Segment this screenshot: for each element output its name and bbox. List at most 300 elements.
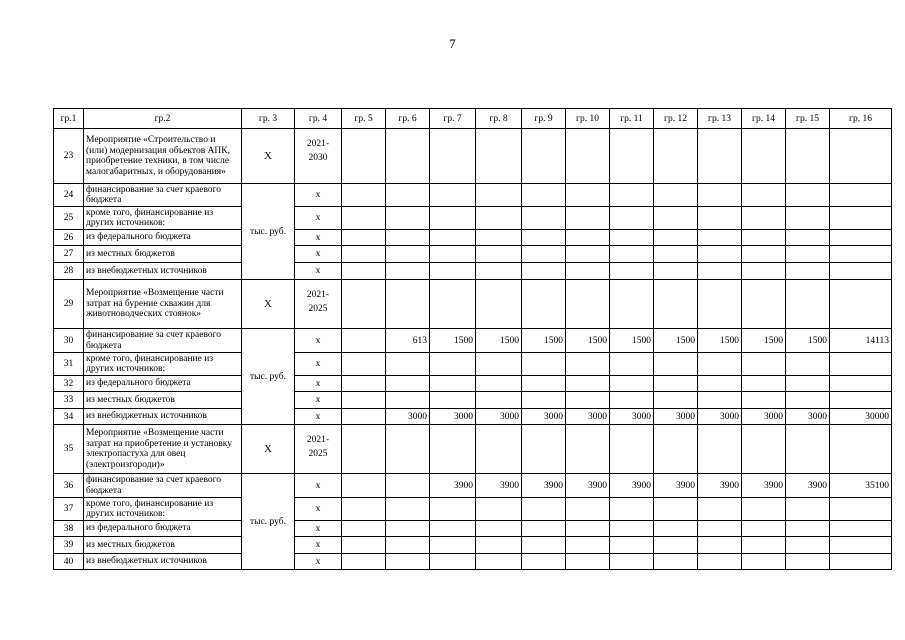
column-3-marker: Х xyxy=(242,425,295,474)
row-number: 24 xyxy=(54,184,84,207)
row-description: кроме того, финансирование из других источников: xyxy=(84,498,242,521)
value-cell: 3900 xyxy=(698,474,742,498)
value-cell xyxy=(476,246,522,263)
value-cell: 1500 xyxy=(430,329,476,353)
column-header: гр. 15 xyxy=(786,109,830,129)
value-cell xyxy=(742,353,786,376)
value-cell xyxy=(610,246,654,263)
value-cell xyxy=(342,280,386,329)
value-cell xyxy=(566,280,610,329)
value-cell xyxy=(342,409,386,425)
value-cell xyxy=(566,207,610,230)
value-cell xyxy=(698,392,742,409)
value-cell xyxy=(742,425,786,474)
row-number: 34 xyxy=(54,409,84,425)
value-cell xyxy=(430,246,476,263)
value-cell xyxy=(522,498,566,521)
table-row xyxy=(54,184,892,207)
row-number: 30 xyxy=(54,329,84,353)
value-cell xyxy=(654,537,698,554)
value-cell xyxy=(386,129,430,184)
row-number: 36 xyxy=(54,474,84,498)
value-cell xyxy=(830,537,892,554)
value-cell xyxy=(342,230,386,246)
column-3-marker: Х xyxy=(242,280,295,329)
value-cell xyxy=(342,498,386,521)
value-cell xyxy=(430,376,476,392)
table-row xyxy=(54,537,892,554)
row-description: из федерального бюджета xyxy=(84,230,242,246)
value-cell xyxy=(386,425,430,474)
value-cell xyxy=(830,246,892,263)
value-cell xyxy=(830,392,892,409)
value-cell: 1500 xyxy=(786,329,830,353)
value-cell xyxy=(342,554,386,570)
value-cell xyxy=(476,537,522,554)
value-cell xyxy=(698,263,742,280)
value-cell xyxy=(742,521,786,537)
value-cell: 3000 xyxy=(610,409,654,425)
value-cell xyxy=(342,207,386,230)
table-header-row xyxy=(54,109,892,129)
row-description: кроме того, финансирование из других источников: xyxy=(84,353,242,376)
value-cell xyxy=(522,537,566,554)
value-cell: 30000 xyxy=(830,409,892,425)
value-cell: 3900 xyxy=(566,474,610,498)
column-header: гр. 10 xyxy=(566,109,610,129)
row-number: 37 xyxy=(54,498,84,521)
period-cell: х xyxy=(295,207,342,230)
table-row xyxy=(54,425,892,474)
value-cell xyxy=(430,537,476,554)
row-description: из федерального бюджета xyxy=(84,521,242,537)
row-description: из местных бюджетов xyxy=(84,537,242,554)
value-cell xyxy=(476,184,522,207)
value-cell xyxy=(786,554,830,570)
value-cell xyxy=(342,521,386,537)
column-header: гр. 8 xyxy=(476,109,522,129)
value-cell xyxy=(430,230,476,246)
value-cell xyxy=(430,263,476,280)
value-cell xyxy=(430,207,476,230)
value-cell xyxy=(476,230,522,246)
value-cell xyxy=(786,425,830,474)
value-cell xyxy=(342,537,386,554)
value-cell xyxy=(610,184,654,207)
value-cell xyxy=(386,554,430,570)
value-cell xyxy=(654,207,698,230)
unit-label: тыс. руб. xyxy=(242,184,295,280)
period-cell: х xyxy=(295,246,342,263)
value-cell xyxy=(430,498,476,521)
value-cell xyxy=(654,498,698,521)
table-row xyxy=(54,329,892,353)
value-cell xyxy=(342,425,386,474)
value-cell xyxy=(610,207,654,230)
value-cell: 3000 xyxy=(430,409,476,425)
value-cell xyxy=(786,537,830,554)
value-cell xyxy=(830,498,892,521)
table-row xyxy=(54,521,892,537)
column-header: гр. 13 xyxy=(698,109,742,129)
value-cell xyxy=(522,376,566,392)
value-cell xyxy=(698,353,742,376)
value-cell xyxy=(476,353,522,376)
row-number: 40 xyxy=(54,554,84,570)
table-row xyxy=(54,498,892,521)
column-header: гр. 6 xyxy=(386,109,430,129)
value-cell xyxy=(610,129,654,184)
period-cell: х xyxy=(295,521,342,537)
value-cell: 3900 xyxy=(786,474,830,498)
period-cell: х xyxy=(295,329,342,353)
table-row xyxy=(54,280,892,329)
period-cell: х xyxy=(295,263,342,280)
row-number: 33 xyxy=(54,392,84,409)
value-cell: 3000 xyxy=(476,409,522,425)
value-cell xyxy=(566,376,610,392)
period-cell: х xyxy=(295,537,342,554)
value-cell: 1500 xyxy=(742,329,786,353)
value-cell xyxy=(476,498,522,521)
value-cell xyxy=(830,207,892,230)
value-cell xyxy=(654,554,698,570)
value-cell xyxy=(830,184,892,207)
value-cell: 3000 xyxy=(566,409,610,425)
value-cell: 3000 xyxy=(742,409,786,425)
value-cell: 1500 xyxy=(476,329,522,353)
unit-label: тыс. руб. xyxy=(242,329,295,425)
row-number: 38 xyxy=(54,521,84,537)
value-cell xyxy=(566,263,610,280)
row-description: кроме того, финансирование из других источников: xyxy=(84,207,242,230)
row-description: из внебюджетных источников xyxy=(84,554,242,570)
value-cell xyxy=(522,246,566,263)
row-number: 35 xyxy=(54,425,84,474)
value-cell xyxy=(786,498,830,521)
value-cell xyxy=(566,184,610,207)
table-row xyxy=(54,474,892,498)
period-cell: х xyxy=(295,474,342,498)
value-cell xyxy=(430,554,476,570)
table-row xyxy=(54,554,892,570)
value-cell xyxy=(698,554,742,570)
value-cell xyxy=(786,184,830,207)
value-cell xyxy=(830,425,892,474)
value-cell xyxy=(476,207,522,230)
value-cell xyxy=(654,280,698,329)
value-cell xyxy=(742,280,786,329)
row-description: финансирование за счет краевого бюджета xyxy=(84,329,242,353)
value-cell xyxy=(610,537,654,554)
value-cell xyxy=(566,246,610,263)
value-cell: 1500 xyxy=(698,329,742,353)
value-cell xyxy=(698,376,742,392)
value-cell xyxy=(610,376,654,392)
period-cell: 2021- 2025 xyxy=(295,425,342,474)
value-cell: 14113 xyxy=(830,329,892,353)
row-description: Мероприятие «Возмещение части затрат на бурение скважин для животноводческих стоянок» xyxy=(84,280,242,329)
value-cell xyxy=(698,280,742,329)
value-cell xyxy=(610,425,654,474)
value-cell xyxy=(430,353,476,376)
value-cell xyxy=(742,207,786,230)
table-row xyxy=(54,263,892,280)
value-cell xyxy=(698,246,742,263)
row-number: 29 xyxy=(54,280,84,329)
value-cell xyxy=(786,392,830,409)
value-cell xyxy=(476,376,522,392)
row-description: из федерального бюджета xyxy=(84,376,242,392)
value-cell xyxy=(830,263,892,280)
value-cell xyxy=(654,246,698,263)
value-cell xyxy=(830,129,892,184)
value-cell xyxy=(786,280,830,329)
value-cell xyxy=(786,207,830,230)
column-header: гр.2 xyxy=(84,109,242,129)
value-cell xyxy=(342,184,386,207)
value-cell xyxy=(786,129,830,184)
value-cell xyxy=(654,263,698,280)
value-cell xyxy=(476,392,522,409)
column-header: гр. 4 xyxy=(295,109,342,129)
budget-table xyxy=(53,108,892,570)
value-cell: 3900 xyxy=(610,474,654,498)
period-cell: х xyxy=(295,392,342,409)
row-number: 32 xyxy=(54,376,84,392)
value-cell xyxy=(522,263,566,280)
value-cell xyxy=(522,521,566,537)
value-cell xyxy=(610,230,654,246)
period-cell: х xyxy=(295,353,342,376)
table-row xyxy=(54,409,892,425)
value-cell: 3000 xyxy=(786,409,830,425)
value-cell xyxy=(342,392,386,409)
value-cell xyxy=(786,353,830,376)
value-cell xyxy=(830,280,892,329)
value-cell: 1500 xyxy=(522,329,566,353)
value-cell xyxy=(522,207,566,230)
table-row xyxy=(54,392,892,409)
table-row xyxy=(54,246,892,263)
value-cell: 3900 xyxy=(522,474,566,498)
column-3-marker: Х xyxy=(242,129,295,184)
row-number: 23 xyxy=(54,129,84,184)
value-cell xyxy=(742,129,786,184)
page-number: 7 xyxy=(449,36,456,51)
value-cell xyxy=(386,353,430,376)
value-cell: 3900 xyxy=(476,474,522,498)
value-cell xyxy=(522,280,566,329)
value-cell xyxy=(786,263,830,280)
value-cell xyxy=(566,392,610,409)
table-row xyxy=(54,353,892,376)
value-cell xyxy=(742,498,786,521)
value-cell xyxy=(476,280,522,329)
value-cell: 613 xyxy=(386,329,430,353)
value-cell xyxy=(742,263,786,280)
column-header: гр. 16 xyxy=(830,109,892,129)
value-cell xyxy=(476,425,522,474)
table-row xyxy=(54,230,892,246)
value-cell xyxy=(566,498,610,521)
value-cell xyxy=(654,376,698,392)
value-cell xyxy=(430,425,476,474)
value-cell: 3000 xyxy=(654,409,698,425)
column-header: гр. 11 xyxy=(610,109,654,129)
value-cell xyxy=(610,392,654,409)
row-description: Мероприятие «Возмещение части затрат на приобретение и установку электропастуха для овец (электроизгороди)» xyxy=(84,425,242,474)
value-cell xyxy=(342,246,386,263)
value-cell: 1500 xyxy=(654,329,698,353)
value-cell xyxy=(786,246,830,263)
column-header: гр. 12 xyxy=(654,109,698,129)
value-cell xyxy=(610,498,654,521)
value-cell xyxy=(386,521,430,537)
row-description: из внебюджетных источников xyxy=(84,263,242,280)
column-header: гр. 9 xyxy=(522,109,566,129)
value-cell xyxy=(430,280,476,329)
value-cell xyxy=(742,392,786,409)
value-cell xyxy=(654,230,698,246)
row-description: Мероприятие «Строительство и (или) модернизация объектов АПК, приобретение техники, в том числе малогабаритных, и оборудования» xyxy=(84,129,242,184)
value-cell xyxy=(742,537,786,554)
row-description: из местных бюджетов xyxy=(84,392,242,409)
value-cell xyxy=(654,353,698,376)
value-cell xyxy=(654,129,698,184)
value-cell xyxy=(522,353,566,376)
row-description: финансирование за счет краевого бюджета xyxy=(84,184,242,207)
value-cell: 3900 xyxy=(742,474,786,498)
value-cell xyxy=(476,521,522,537)
value-cell xyxy=(476,554,522,570)
value-cell xyxy=(386,376,430,392)
table-row xyxy=(54,376,892,392)
period-cell: х xyxy=(295,554,342,570)
value-cell xyxy=(786,230,830,246)
value-cell xyxy=(522,425,566,474)
value-cell xyxy=(566,521,610,537)
period-cell: х xyxy=(295,409,342,425)
value-cell xyxy=(654,184,698,207)
value-cell xyxy=(830,230,892,246)
value-cell xyxy=(742,554,786,570)
value-cell xyxy=(342,353,386,376)
unit-label: тыс. руб. xyxy=(242,474,295,570)
table-row xyxy=(54,207,892,230)
value-cell xyxy=(522,230,566,246)
value-cell xyxy=(566,230,610,246)
row-number: 25 xyxy=(54,207,84,230)
value-cell xyxy=(342,263,386,280)
value-cell xyxy=(430,129,476,184)
period-cell: 2021- 2030 xyxy=(295,129,342,184)
column-header: гр. 7 xyxy=(430,109,476,129)
value-cell: 3900 xyxy=(654,474,698,498)
value-cell xyxy=(698,207,742,230)
value-cell xyxy=(786,376,830,392)
row-number: 28 xyxy=(54,263,84,280)
value-cell xyxy=(522,554,566,570)
row-number: 26 xyxy=(54,230,84,246)
table-row xyxy=(54,129,892,184)
value-cell xyxy=(830,554,892,570)
value-cell xyxy=(742,230,786,246)
value-cell xyxy=(654,425,698,474)
value-cell xyxy=(566,537,610,554)
value-cell xyxy=(654,521,698,537)
value-cell: 1500 xyxy=(566,329,610,353)
period-cell: х xyxy=(295,498,342,521)
value-cell: 3000 xyxy=(522,409,566,425)
value-cell xyxy=(476,263,522,280)
value-cell xyxy=(698,184,742,207)
value-cell: 3000 xyxy=(386,409,430,425)
value-cell xyxy=(610,280,654,329)
value-cell xyxy=(386,263,430,280)
value-cell xyxy=(386,392,430,409)
row-description: из местных бюджетов xyxy=(84,246,242,263)
value-cell xyxy=(610,554,654,570)
value-cell xyxy=(342,329,386,353)
row-number: 31 xyxy=(54,353,84,376)
value-cell xyxy=(566,554,610,570)
value-cell xyxy=(786,521,830,537)
value-cell: 35100 xyxy=(830,474,892,498)
value-cell xyxy=(742,376,786,392)
value-cell xyxy=(610,521,654,537)
value-cell xyxy=(698,425,742,474)
period-cell: х xyxy=(295,184,342,207)
value-cell xyxy=(342,474,386,498)
row-description: из внебюджетных источников xyxy=(84,409,242,425)
column-header: гр.1 xyxy=(54,109,84,129)
value-cell xyxy=(522,392,566,409)
value-cell xyxy=(742,246,786,263)
value-cell xyxy=(386,498,430,521)
value-cell xyxy=(430,184,476,207)
value-cell xyxy=(698,521,742,537)
value-cell xyxy=(342,129,386,184)
value-cell xyxy=(476,129,522,184)
value-cell xyxy=(522,129,566,184)
value-cell: 3000 xyxy=(698,409,742,425)
value-cell xyxy=(698,129,742,184)
value-cell xyxy=(430,392,476,409)
value-cell xyxy=(522,184,566,207)
value-cell xyxy=(386,230,430,246)
row-number: 39 xyxy=(54,537,84,554)
period-cell: х xyxy=(295,230,342,246)
value-cell xyxy=(610,353,654,376)
period-cell: 2021- 2025 xyxy=(295,280,342,329)
value-cell xyxy=(698,537,742,554)
value-cell xyxy=(342,376,386,392)
row-number: 27 xyxy=(54,246,84,263)
value-cell xyxy=(830,376,892,392)
value-cell xyxy=(830,353,892,376)
value-cell: 1500 xyxy=(610,329,654,353)
value-cell xyxy=(698,230,742,246)
value-cell xyxy=(610,263,654,280)
value-cell xyxy=(566,129,610,184)
value-cell xyxy=(386,537,430,554)
value-cell xyxy=(566,353,610,376)
value-cell xyxy=(654,392,698,409)
row-description: финансирование за счет краевого бюджета xyxy=(84,474,242,498)
column-header: гр. 14 xyxy=(742,109,786,129)
value-cell xyxy=(830,521,892,537)
